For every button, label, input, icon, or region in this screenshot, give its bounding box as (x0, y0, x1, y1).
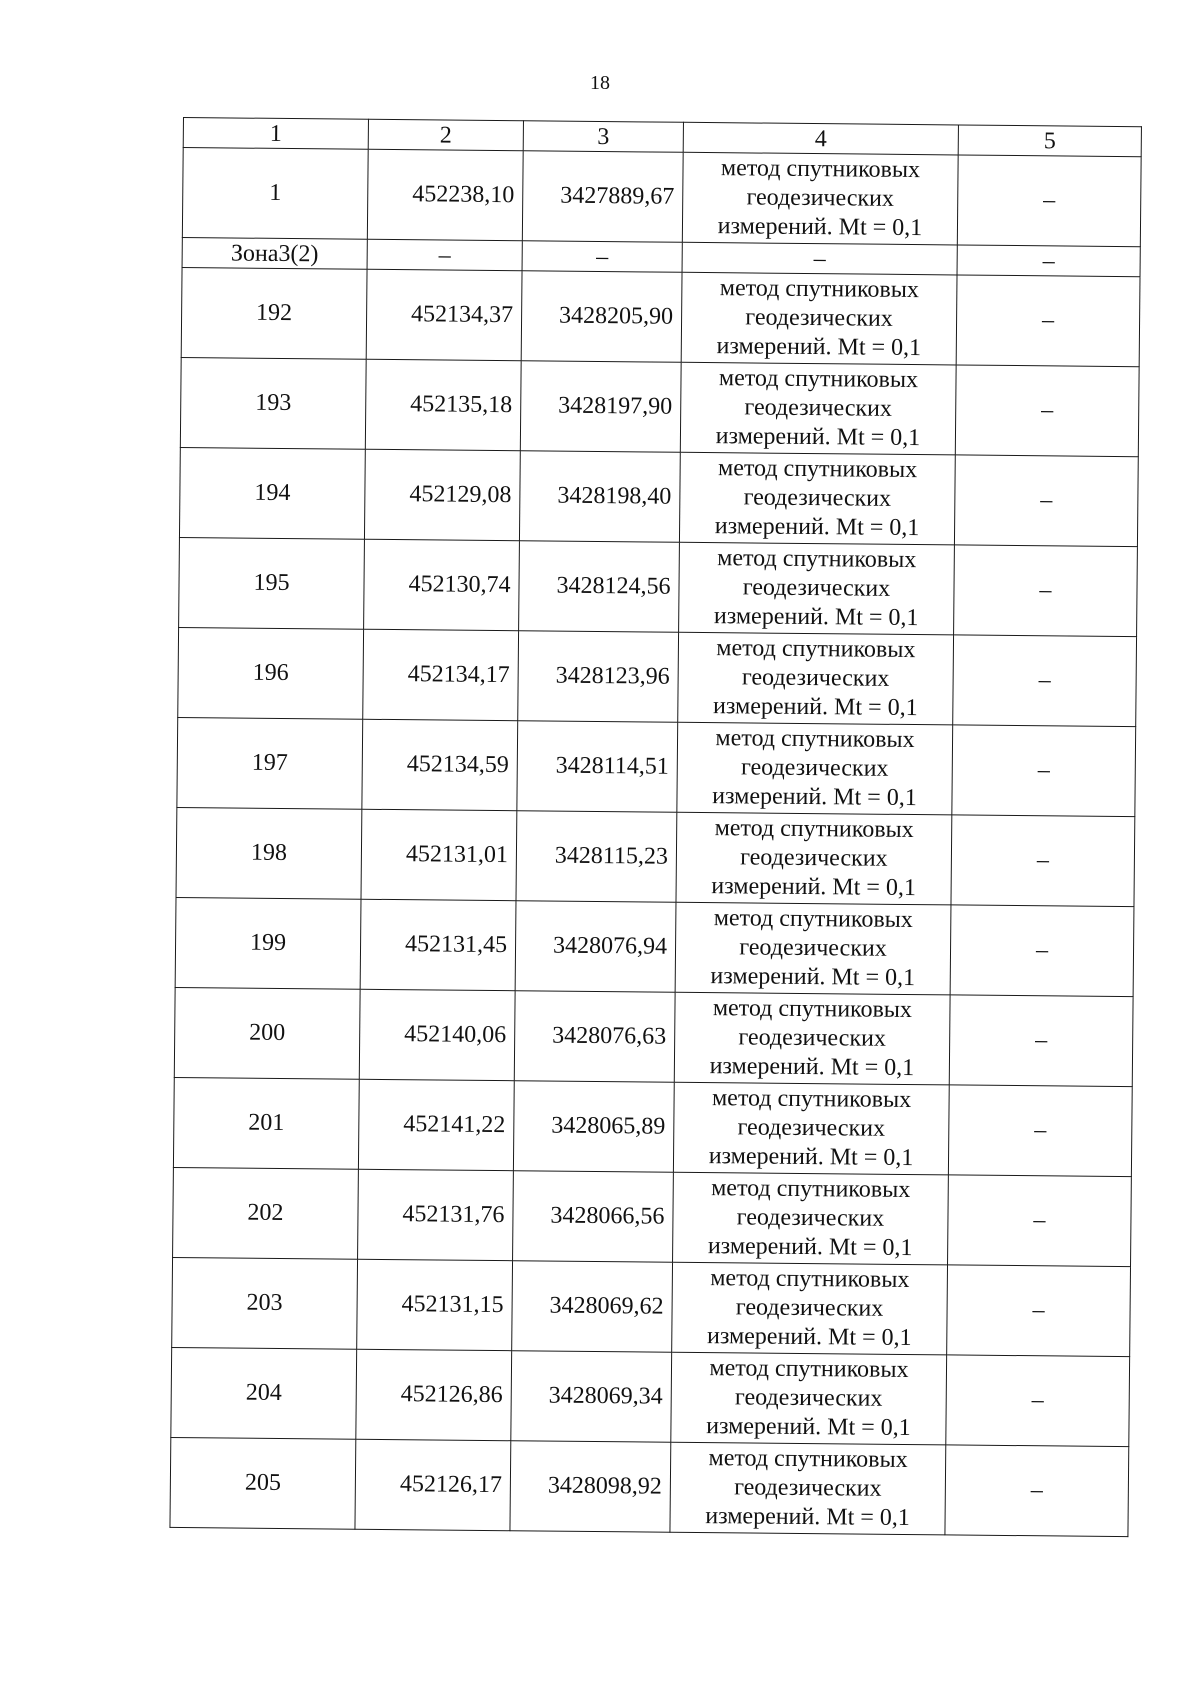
point-number-cell: 205 (170, 1437, 356, 1529)
table-row (173, 1077, 1132, 1176)
method-line: метод спутниковых (713, 905, 913, 934)
x-coordinate-cell: 452134,37 (366, 269, 522, 360)
point-number-cell: 199 (175, 897, 361, 989)
method-cell (673, 1172, 949, 1265)
method-line: метод спутниковых (711, 1175, 911, 1204)
table-row (175, 897, 1134, 996)
point-number-cell: 1 (182, 148, 368, 240)
note-cell: – (950, 905, 1134, 997)
method-line: геодезических (744, 394, 893, 422)
note-cell: – (948, 1085, 1132, 1177)
table-row (173, 1167, 1132, 1266)
method-line: геодезических (746, 184, 895, 212)
x-coordinate-cell: 452135,18 (365, 359, 521, 450)
method-line: измерений. Mt = 0,1 (707, 1233, 913, 1262)
note-cell: – (956, 275, 1140, 367)
note-cell: – (949, 995, 1133, 1087)
y-coordinate-cell: 3428114,51 (517, 721, 678, 813)
y-coordinate-cell: 3428205,90 (521, 271, 682, 363)
note-cell: – (957, 245, 1140, 277)
point-number-cell: 192 (181, 267, 367, 359)
note-cell: – (954, 545, 1138, 637)
x-coordinate-cell: 452131,15 (357, 1259, 513, 1350)
method-line: геодезических (741, 664, 890, 692)
method-line: измерений. Mt = 0,1 (710, 963, 916, 992)
point-number-cell: 195 (179, 537, 365, 629)
column-header: 4 (683, 122, 958, 155)
method-cell: – (682, 242, 957, 275)
table-row (170, 1437, 1129, 1536)
x-coordinate-cell: 452134,59 (362, 719, 518, 810)
method-line: геодезических (739, 934, 887, 962)
point-number-cell: 198 (176, 807, 362, 899)
note-cell: – (951, 815, 1135, 907)
table-row (178, 627, 1137, 726)
method-cell (672, 1262, 948, 1355)
y-coordinate-cell: 3428066,56 (513, 1171, 674, 1263)
table-row (179, 447, 1138, 546)
method-line: геодезических (734, 1384, 883, 1412)
y-coordinate-cell: 3428115,23 (516, 811, 677, 903)
y-coordinate-cell: 3428198,40 (519, 451, 680, 543)
x-coordinate-cell: 452141,22 (358, 1079, 514, 1170)
method-line: измерений. Mt = 0,1 (714, 513, 920, 542)
method-line: геодезических (740, 844, 888, 872)
method-line: геодезических (737, 1114, 886, 1142)
method-line: измерений. Mt = 0,1 (717, 213, 923, 242)
note-cell: – (947, 1265, 1131, 1357)
point-number-cell: 200 (174, 987, 360, 1079)
point-number-cell: 193 (180, 357, 366, 449)
page-number: 18 (590, 72, 610, 94)
method-cell (678, 632, 954, 725)
column-header: 1 (183, 118, 368, 150)
method-line: геодезических (740, 754, 889, 782)
method-line: метод спутниковых (711, 1085, 912, 1114)
column-header: 3 (523, 121, 683, 153)
y-coordinate-cell: 3428098,92 (510, 1441, 671, 1533)
y-coordinate-cell: 3428069,62 (512, 1261, 673, 1353)
method-line: метод спутниковых (720, 155, 921, 184)
method-cell (674, 992, 950, 1085)
table-row (174, 987, 1133, 1086)
method-cell (679, 542, 955, 635)
y-coordinate-cell: 3428124,56 (519, 541, 680, 633)
method-line: измерений. Mt = 0,1 (716, 333, 922, 362)
method-line: геодезических (743, 484, 892, 512)
method-cell (679, 452, 955, 545)
x-coordinate-cell: 452140,06 (359, 989, 515, 1080)
method-line: геодезических (734, 1474, 882, 1502)
table-row (179, 537, 1138, 636)
method-line: метод спутниковых (717, 455, 918, 484)
x-coordinate-cell: 452130,74 (364, 539, 520, 630)
method-line: метод спутниковых (708, 1445, 908, 1474)
method-cell (673, 1082, 949, 1175)
y-coordinate-cell: 3428065,89 (513, 1081, 674, 1173)
x-coordinate-cell: 452131,76 (358, 1169, 514, 1260)
table-row (177, 717, 1136, 816)
table-row (171, 1347, 1130, 1446)
x-coordinate-cell: – (367, 239, 522, 270)
x-coordinate-cell: 452129,08 (364, 449, 520, 540)
note-cell: – (945, 1445, 1129, 1537)
table-row (172, 1257, 1131, 1356)
method-line: измерений. Mt = 0,1 (706, 1323, 912, 1352)
method-cell (675, 902, 951, 995)
table-row (182, 148, 1141, 247)
x-coordinate-cell: 452126,86 (356, 1349, 512, 1440)
method-line: измерений. Mt = 0,1 (711, 873, 917, 902)
point-number-cell: 202 (173, 1167, 359, 1259)
point-number-cell: 194 (179, 447, 365, 539)
y-coordinate-cell: 3428123,96 (518, 631, 679, 723)
method-line: геодезических (735, 1294, 884, 1322)
method-line: метод спутниковых (709, 1355, 909, 1384)
x-coordinate-cell: 452134,17 (363, 629, 519, 720)
point-number-cell: 197 (177, 717, 363, 809)
column-header: 5 (958, 125, 1141, 157)
note-cell: – (955, 365, 1139, 457)
method-line: измерений. Mt = 0,1 (708, 1143, 914, 1172)
point-number-cell: 201 (173, 1077, 359, 1169)
table-body (170, 118, 1141, 1537)
method-cell (676, 812, 952, 905)
method-cell (671, 1352, 947, 1445)
method-line: геодезических (745, 304, 893, 332)
method-line: геодезических (738, 1024, 887, 1052)
column-header: 2 (368, 119, 523, 150)
method-cell (682, 152, 958, 245)
point-number-cell: Зона3(2) (182, 237, 367, 269)
method-line: геодезических (736, 1204, 885, 1232)
method-line: геодезических (742, 574, 891, 602)
method-line: метод спутниковых (718, 365, 919, 394)
method-line: метод спутниковых (715, 725, 915, 754)
note-cell: – (957, 155, 1141, 247)
method-line: измерений. Mt = 0,1 (709, 1053, 915, 1082)
y-coordinate-cell: – (522, 241, 682, 273)
point-number-cell: 196 (178, 627, 364, 719)
note-cell: – (954, 455, 1138, 547)
x-coordinate-cell: 452238,10 (367, 149, 523, 240)
method-cell (681, 272, 957, 365)
method-line: метод спутниковых (712, 995, 913, 1024)
y-coordinate-cell: 3428076,94 (515, 901, 676, 993)
y-coordinate-cell: 3428069,34 (511, 1351, 672, 1443)
table-row (180, 357, 1139, 456)
x-coordinate-cell: 452131,45 (360, 899, 516, 990)
y-coordinate-cell: 3428197,90 (520, 361, 681, 453)
method-line: метод спутниковых (716, 635, 916, 664)
table-row (176, 807, 1135, 906)
y-coordinate-cell: 3427889,67 (522, 151, 683, 243)
method-line: метод спутниковых (719, 275, 920, 304)
x-coordinate-cell: 452131,01 (361, 809, 517, 900)
method-line: измерений. Mt = 0,1 (712, 783, 917, 812)
coordinates-table (169, 117, 1142, 1537)
note-cell: – (952, 725, 1136, 817)
method-line: измерений. Mt = 0,1 (715, 423, 921, 452)
method-line: измерений. Mt = 0,1 (713, 603, 919, 632)
method-line: метод спутниковых (714, 815, 914, 844)
method-line: измерений. Mt = 0,1 (706, 1413, 911, 1442)
method-line: измерений. Mt = 0,1 (712, 693, 918, 722)
note-cell: – (948, 1175, 1132, 1267)
method-line: метод спутниковых (710, 1265, 910, 1294)
method-cell (680, 362, 956, 455)
y-coordinate-cell: 3428076,63 (514, 991, 675, 1083)
method-cell (677, 722, 953, 815)
method-line: метод спутниковых (717, 545, 917, 574)
x-coordinate-cell: 452126,17 (355, 1439, 511, 1530)
table-row (181, 267, 1140, 366)
point-number-cell: 203 (172, 1257, 358, 1349)
note-cell: – (953, 635, 1137, 727)
note-cell: – (946, 1355, 1130, 1447)
method-cell (670, 1442, 946, 1535)
point-number-cell: 204 (171, 1347, 357, 1439)
method-line: измерений. Mt = 0,1 (705, 1503, 910, 1532)
